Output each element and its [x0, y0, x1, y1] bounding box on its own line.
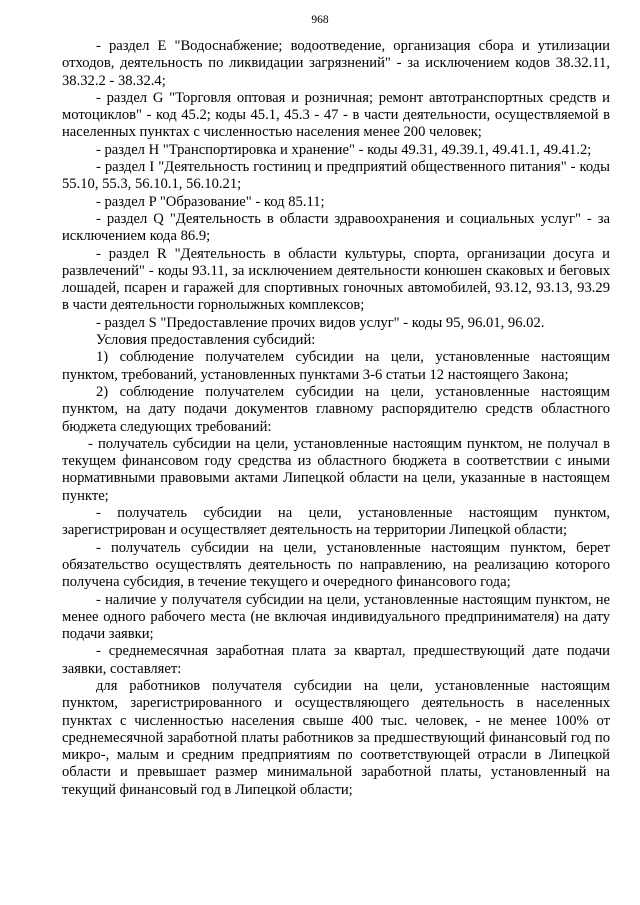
paragraph-conditions-heading: Условия предоставления субсидий:	[96, 332, 316, 349]
paragraph-section-r: - раздел R "Деятельность в области культуры, спорта, организации досуга и развлечений" - коды 93.11, за исключением деятельности конюшен скаковых и беговых лошадей, псарен и гаражей для спортивных гоночных автомобилей, 93.12, 93.13, 93.29 в части деятельности горнолыжных комплексов;	[62, 245, 610, 314]
paragraph-condition-2: 2) соблюдение получателем субсидии на цели, установленные настоящим пунктом, на дату подачи документов главному распорядителю средств областного бюджета следующих требований:	[62, 383, 610, 435]
paragraph-section-g: - раздел G "Торговля оптовая и розничная; ремонт автотранспортных средств и мотоциклов" - код 45.2; коды 45.1, 45.3 - 47 - в части деятельности, осуществляемой в населенных пунктах с численностью населения менее 200 человек;	[62, 89, 610, 141]
paragraph-requirement-registered: - получатель субсидии на цели, установленные настоящим пунктом, зарегистрирован и осуществляет деятельность на территории Липецкой области;	[62, 505, 610, 539]
paragraph-requirement-no-funds: - получатель субсидии на цели, установленные настоящим пунктом, не получал в текущем финансовом году средства из областного бюджета в соответствии с иными нормативными правовыми актами Липецкой области на цели, указанные в настоящем пункте;	[62, 435, 610, 504]
paragraph-section-e: - раздел E "Водоснабжение; водоотведение, организация сбора и утилизации отходов, деятельность по ликвидации загрязнений" - за исключением кодов 38.32.11, 38.32.2 - 38.32.4;	[62, 38, 610, 89]
paragraph-section-p: - раздел P "Образование" - код 85.11;	[96, 193, 325, 210]
paragraph-requirement-salary: - среднемесячная заработная плата за квартал, предшествующий дате подачи заявки, составляет:	[62, 643, 610, 677]
paragraph-requirement-obligation: - получатель субсидии на цели, установленные настоящим пунктом, берет обязательство осуществлять деятельность по направлению, на реализацию которого получена субсидия, в течение текущего и очередного финансового года;	[62, 539, 610, 591]
paragraph-section-h: - раздел H "Транспортировка и хранение" - коды 49.31, 49.39.1, 49.41.1, 49.41.2;	[96, 141, 592, 158]
document-body	[62, 38, 610, 799]
paragraph-section-s: - раздел S "Предоставление прочих видов услуг" - коды 95, 96.01, 96.02.	[96, 314, 545, 331]
paragraph-section-i: - раздел I "Деятельность гостиниц и предприятий общественного питания" - коды 55.10, 55.3, 56.10.1, 56.10.21;	[62, 159, 610, 193]
paragraph-section-q: - раздел Q "Деятельность в области здравоохранения и социальных услуг" - за исключением кода 86.9;	[62, 210, 610, 245]
paragraph-condition-1: 1) соблюдение получателем субсидии на цели, установленные настоящим пунктом, требований, установленных пунктами 3-6 статьи 12 настоящего Закона;	[62, 349, 610, 383]
paragraph-requirement-workplace: - наличие у получателя субсидии на цели, установленные настоящим пунктом, не менее одного рабочего места (не включая индивидуального предпринимателя) на дату подачи заявки;	[62, 591, 610, 643]
page-number: 968	[311, 14, 329, 26]
paragraph-salary-large-settlements: для работников получателя субсидии на цели, установленные настоящим пунктом, зарегистрированного и осуществляющего деятельность в населенных пунктах с численностью населения свыше 400 тыс. человек, - не менее 100% от среднемесячной заработной платы работников за предшествующий финансовый год по микро-, малым и средним предприятиям по соответствующей отрасли в Липецкой области и превышает размер минимальной заработной платы, установленный на текущий финансовый год в Липецкой области;	[62, 677, 610, 798]
